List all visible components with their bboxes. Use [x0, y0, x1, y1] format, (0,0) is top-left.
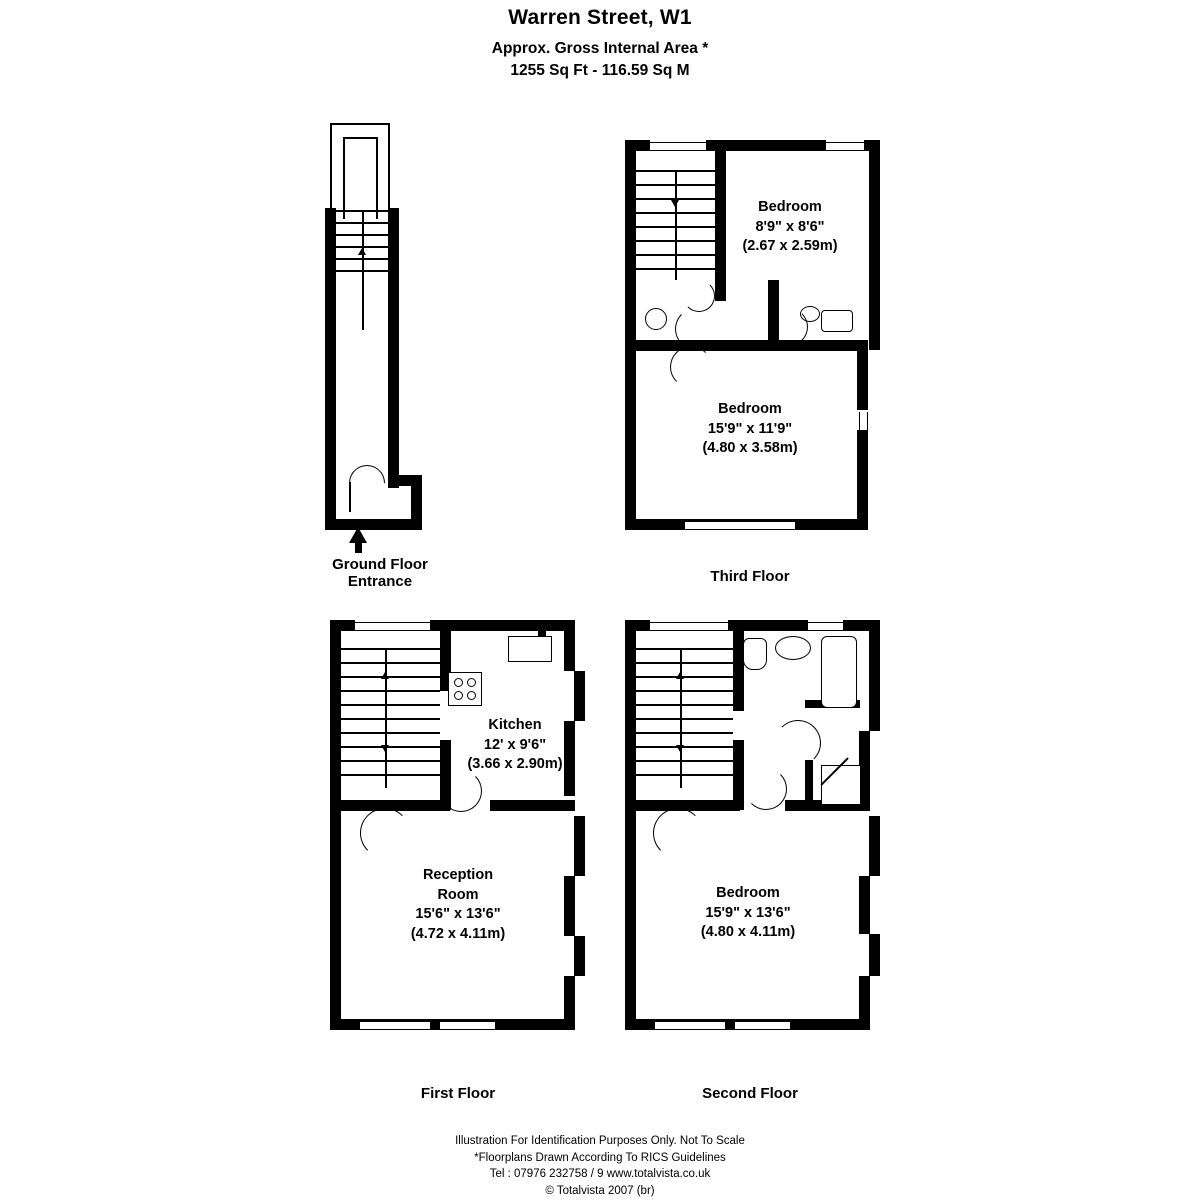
- window-top-second-2: [808, 622, 843, 631]
- room-label-second-bedroom: [638, 884, 858, 943]
- page-title: Warren Street, W1: [508, 6, 692, 29]
- room-label-first-reception: [348, 866, 568, 944]
- second-floor-plan: [625, 620, 885, 1040]
- door-swing-third-3: [670, 346, 712, 388]
- bath-second: [821, 636, 857, 708]
- first-floor-plan: [330, 620, 590, 1040]
- door-swing-second-hall: [745, 768, 787, 810]
- wall-top-first-mid: [430, 620, 490, 631]
- window-bottom-first-1: [360, 1021, 430, 1030]
- door-swing-second-bath: [775, 720, 821, 766]
- wall-left-third: [625, 140, 636, 530]
- ground-floor-plan: [325, 120, 435, 540]
- window-right-third: [859, 412, 868, 430]
- wall-right-second-5: [869, 934, 880, 976]
- third-floor-label: [600, 568, 900, 585]
- ground-floor-label-line1: Ground Floor: [332, 556, 428, 573]
- bath-third: [821, 310, 853, 332]
- second-floor-label-line1: Second Floor: [702, 1085, 798, 1102]
- wall-right-first-6: [574, 936, 585, 976]
- wall-right-second-1: [869, 631, 880, 731]
- room-name: Kitchen: [488, 717, 542, 733]
- room-dims-metric: (2.67 x 2.59m): [742, 238, 838, 255]
- wall-right-second-3: [869, 816, 880, 876]
- footer-line-2: *Floorplans Drawn According To RICS Guidelines: [474, 1151, 726, 1164]
- room-name: Bedroom: [758, 199, 822, 215]
- wall-left: [325, 208, 336, 530]
- wall-right-third-low: [869, 290, 880, 350]
- wall-right-first-4: [574, 816, 585, 876]
- window-bottom-second-1: [655, 1021, 725, 1030]
- door-swing-first-kitchen: [440, 770, 482, 812]
- door-swing-second-bedroom: [653, 808, 703, 858]
- shower-second: [821, 765, 861, 805]
- entrance-arrow-head: [349, 527, 367, 543]
- area-value: 1255 Sq Ft - 116.59 Sq M: [510, 62, 690, 79]
- area-heading: Approx. Gross Internal Area *: [491, 40, 709, 57]
- window-bottom-second-2: [735, 1021, 790, 1030]
- footer-line-3: Tel : 07976 232758 / 9 www.totalvista.co.uk: [489, 1168, 711, 1181]
- window-top-right-third: [826, 142, 864, 151]
- room-dims-metric: (4.72 x 4.11m): [410, 925, 506, 942]
- room-label-third-bedroom-1: [680, 198, 900, 257]
- room-name: Bedroom: [718, 401, 782, 417]
- wall-right: [388, 208, 399, 458]
- third-floor-label-line1: Third Floor: [710, 568, 790, 585]
- window-top-second-1: [650, 622, 728, 631]
- footer: [0, 1133, 1200, 1200]
- room-dims-imperial: 15'6" x 13'6": [415, 906, 501, 923]
- wall-top-first-right: [490, 620, 575, 631]
- partition-second-shower: [805, 760, 813, 805]
- door-swing-third-4: [683, 280, 715, 312]
- partition-second-vertical-2: [733, 740, 744, 810]
- wall-right-first-2: [574, 671, 585, 721]
- footer-line-1: Illustration For Identification Purposes Only. Not To Scale: [455, 1135, 745, 1147]
- wall-top-second-right: [843, 620, 880, 631]
- wall-left-second: [625, 620, 636, 1030]
- room-dims-imperial: 15'9" x 11'9": [707, 420, 793, 437]
- wc-second: [743, 638, 767, 670]
- room-name-line1: Reception: [422, 867, 494, 883]
- room-dims-imperial: 15'9" x 13'6": [705, 904, 791, 921]
- window-bottom-first-2: [440, 1021, 495, 1030]
- room-dims-imperial: 12' x 9'6": [483, 736, 547, 753]
- wall-right-second-4: [859, 876, 870, 934]
- wall-top-second-mid: [728, 620, 808, 631]
- room-label-third-bedroom-2: [640, 400, 860, 459]
- second-floor-label: [600, 1085, 900, 1102]
- room-name-line2: Room: [437, 886, 479, 903]
- wall-top-mid: [706, 140, 826, 151]
- window-bottom-third: [685, 521, 795, 530]
- basin-third: [645, 308, 667, 330]
- sink-first: [508, 636, 552, 662]
- room-label-first-kitchen: [405, 716, 625, 775]
- room-dims-metric: (4.80 x 4.11m): [700, 924, 796, 941]
- ground-floor-label-line2: Entrance: [347, 573, 413, 590]
- window-top-first: [355, 622, 430, 631]
- room-dims-metric: (3.66 x 2.90m): [467, 756, 563, 773]
- room-name: Bedroom: [716, 885, 780, 901]
- hob-first: [448, 672, 482, 706]
- room-dims-imperial: 8'9" x 8'6": [755, 218, 825, 235]
- wall-right-first-top: [564, 631, 575, 671]
- partition-third-horizontal: [625, 340, 868, 351]
- door-swing-first-reception: [360, 808, 410, 858]
- first-floor-label: [308, 1085, 608, 1102]
- partition-first-horizontal-2: [490, 800, 575, 811]
- wall-left-first: [330, 620, 341, 1030]
- room-dims-metric: (4.80 x 3.58m): [702, 440, 798, 457]
- window-top-third: [650, 142, 706, 151]
- footer-line-4: © Totalvista 2007 (br): [545, 1185, 655, 1198]
- door-swing-third-1: [675, 308, 717, 350]
- ground-floor-label: [230, 556, 530, 590]
- basin-second: [775, 636, 811, 660]
- door-swing-third-2: [770, 308, 808, 346]
- first-floor-label-line1: First Floor: [420, 1085, 496, 1102]
- wall-bottom: [325, 519, 422, 530]
